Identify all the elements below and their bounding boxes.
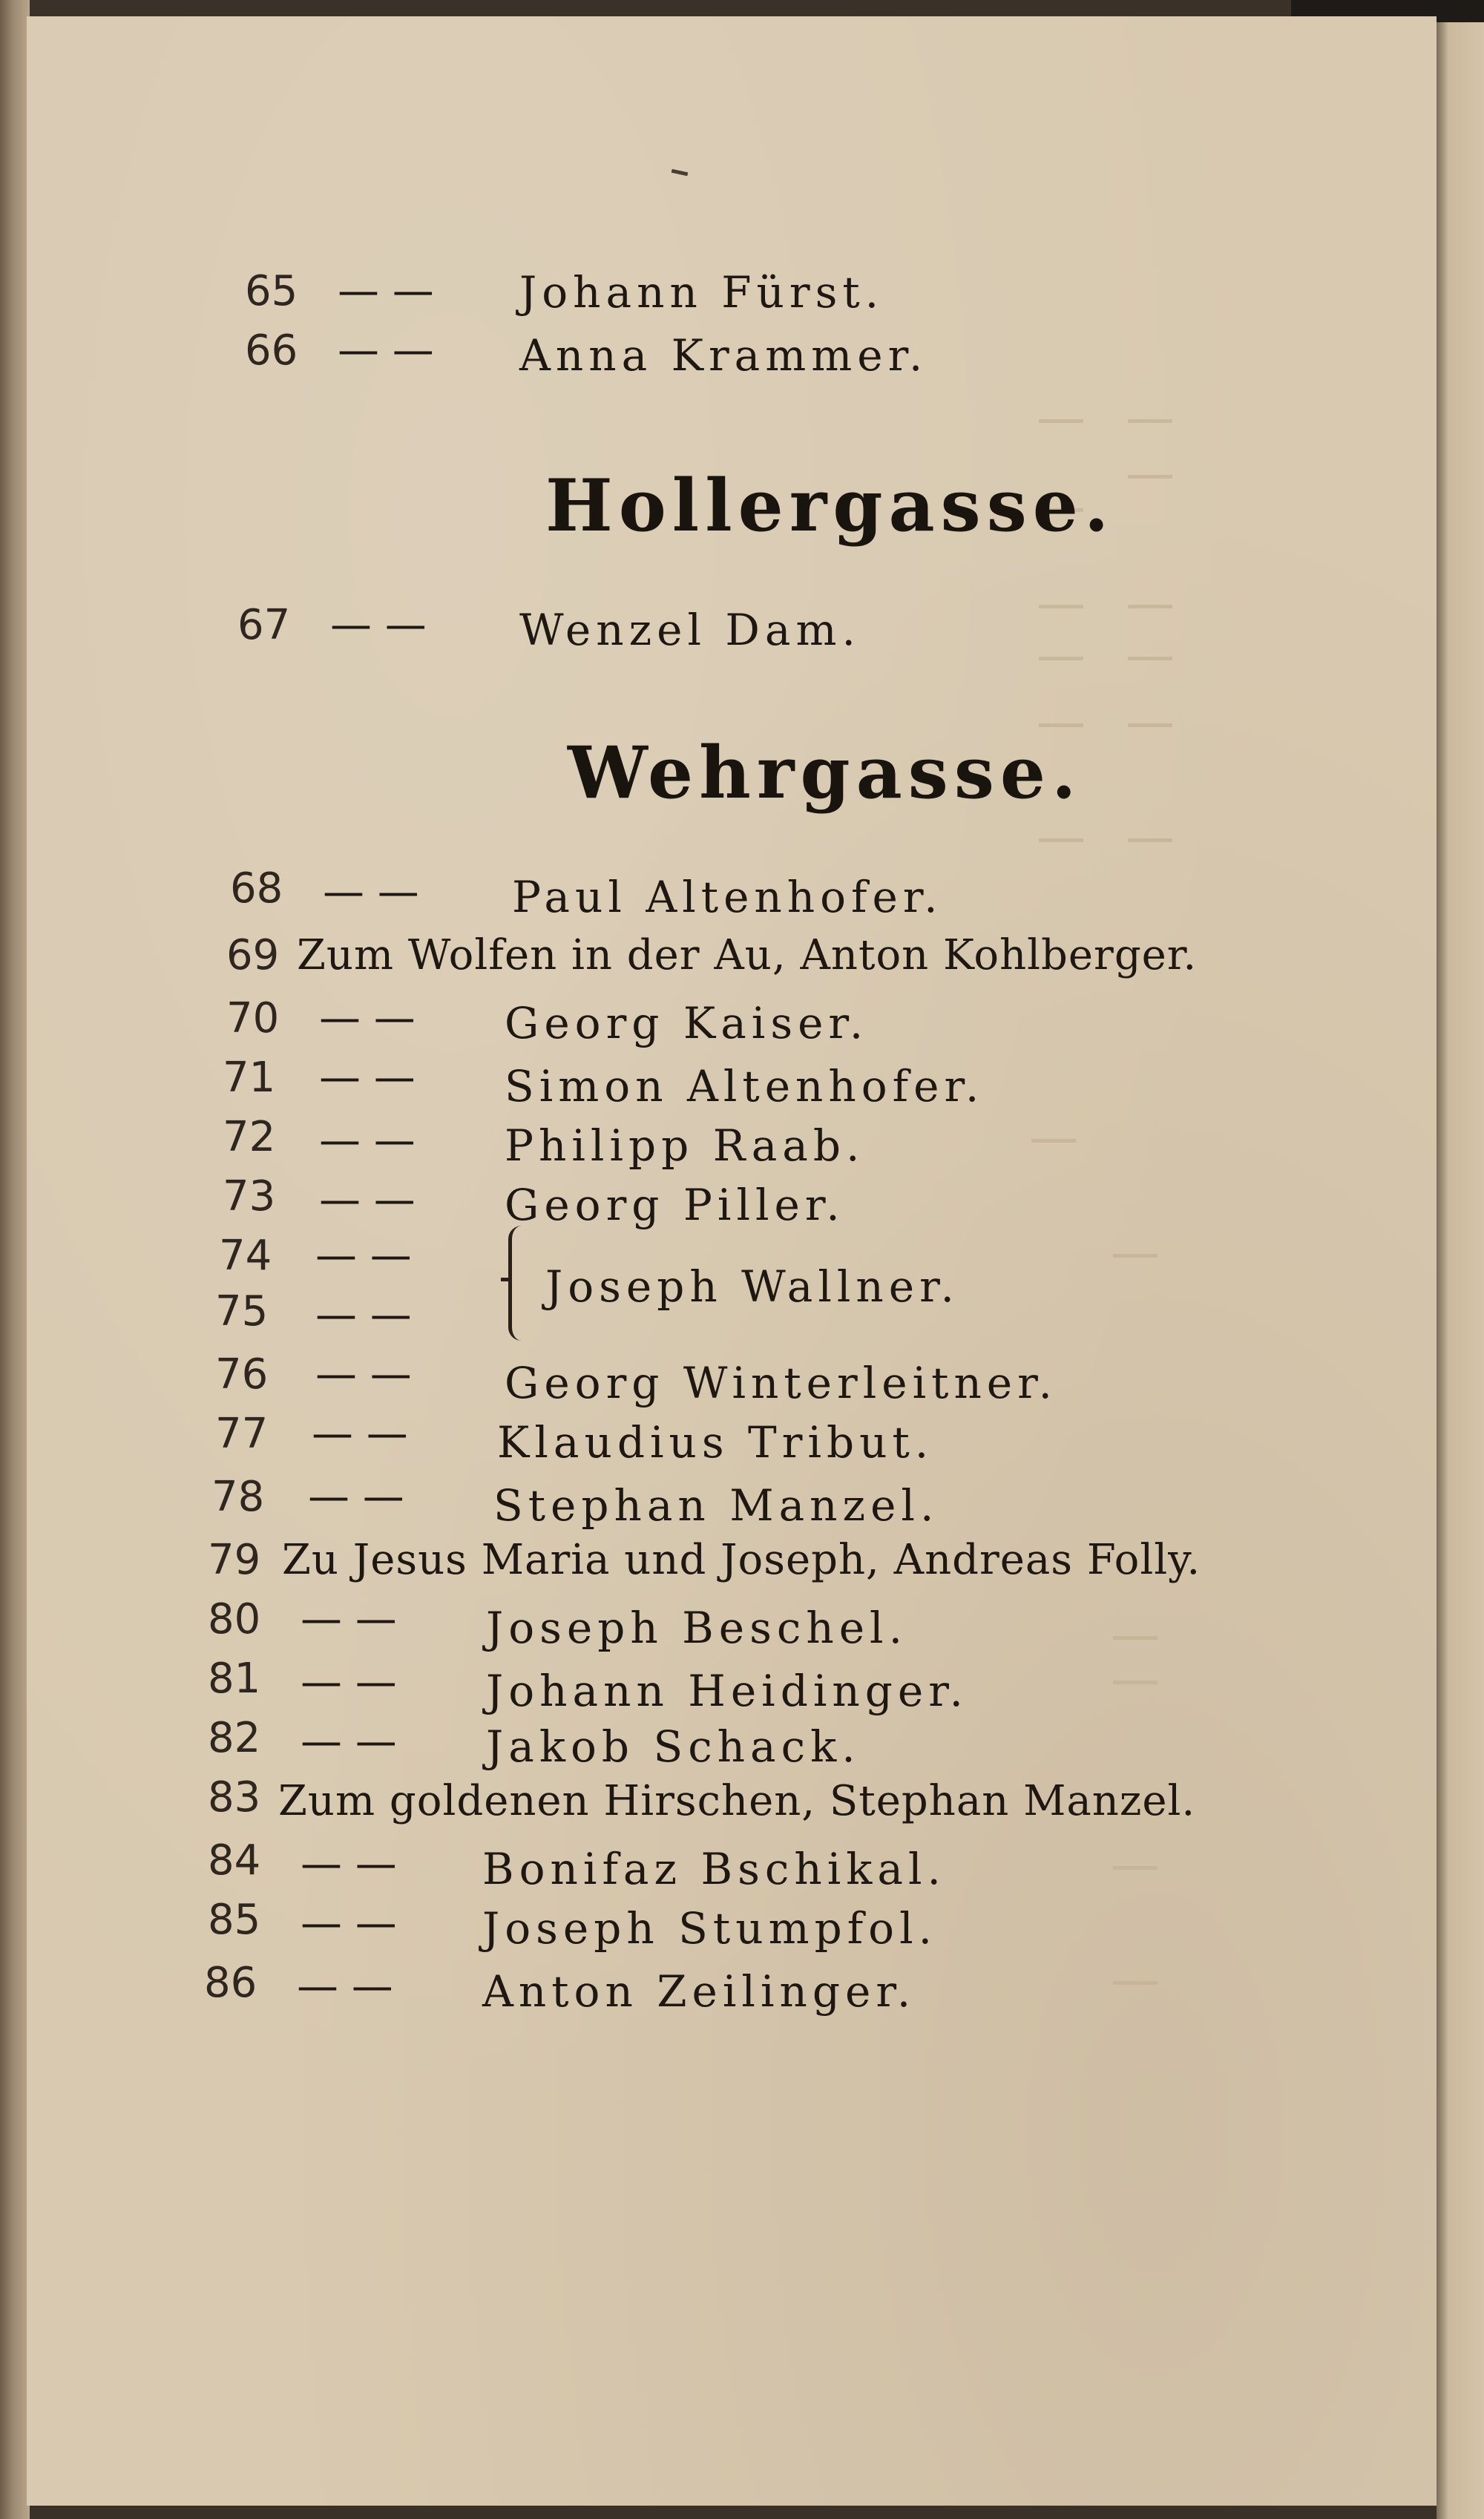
ditto-dashes: — — (323, 868, 419, 916)
resident-name: Jakob Schack. (486, 1721, 861, 1772)
ditto-dashes: — — (297, 1963, 393, 2011)
resident-name: Philipp Raab. (505, 1120, 865, 1171)
brace-grouping (501, 1278, 511, 1281)
resident-name: Georg Piller. (505, 1180, 845, 1230)
bleed-through-mark (1039, 838, 1083, 842)
house-number: 79 (208, 1536, 261, 1584)
ditto-dashes: — — (312, 1410, 408, 1458)
resident-name: Anna Krammer. (519, 330, 928, 381)
house-number: 82 (208, 1714, 261, 1762)
house-number: 85 (208, 1896, 261, 1944)
ditto-dashes: — — (319, 1117, 416, 1165)
resident-name: Zum goldenen Hirschen, Stephan Manzel. (278, 1777, 1196, 1825)
house-number: 84 (208, 1836, 261, 1885)
bleed-through-mark (1113, 1866, 1158, 1870)
house-number: 75 (215, 1287, 269, 1336)
bleed-through-mark (1128, 605, 1172, 608)
resident-name: Joseph Wallner. (545, 1261, 959, 1312)
resident-name: Georg Kaiser. (505, 998, 869, 1048)
bleed-through-mark (1113, 1981, 1158, 1985)
resident-name: Zum Wolfen in der Au, Anton Kohlberger. (297, 931, 1198, 979)
house-number: 81 (208, 1655, 261, 1703)
resident-name: Simon Altenhofer. (505, 1061, 985, 1111)
resident-name: Stephan Manzel. (493, 1480, 939, 1531)
resident-name: Johann Fürst. (519, 267, 884, 318)
house-number: 73 (223, 1172, 276, 1221)
resident-name: Klaudius Tribut. (497, 1417, 934, 1468)
brace-grouping (508, 1226, 527, 1341)
bleed-through-mark (1039, 657, 1083, 660)
resident-name: Zu Jesus Maria und Joseph, Andreas Folly. (282, 1536, 1201, 1584)
house-number: 77 (215, 1410, 269, 1458)
ditto-dashes: — — (338, 267, 434, 315)
ditto-dashes: — — (301, 1840, 397, 1888)
ditto-dashes: — — (319, 1054, 416, 1102)
house-number: 65 (245, 267, 298, 315)
ditto-dashes: — — (330, 601, 427, 649)
resident-name: Bonifaz Bschikal. (482, 1844, 946, 1894)
resident-name: Georg Winterleitner. (505, 1358, 1057, 1408)
street-heading: Hollergasse. (545, 464, 1115, 548)
house-number: 76 (215, 1350, 269, 1399)
house-number: 66 (245, 326, 298, 375)
next-page-edge (1437, 22, 1484, 2519)
ditto-dashes: — — (301, 1595, 397, 1643)
resident-name: Joseph Stumpfol. (482, 1903, 938, 1954)
ditto-dashes: — — (338, 326, 434, 375)
bleed-through-mark (1128, 723, 1172, 727)
bleed-through-mark (1128, 475, 1172, 479)
bleed-through-mark (1039, 419, 1083, 423)
bleed-through-mark (1128, 657, 1172, 660)
house-number: 68 (230, 864, 283, 913)
house-number: 83 (208, 1773, 261, 1822)
ditto-dashes: — — (301, 1899, 397, 1948)
resident-name: Joseph Beschel. (486, 1603, 908, 1653)
house-number: 70 (226, 994, 280, 1042)
street-heading: Wehrgasse. (568, 731, 1083, 815)
bleed-through-mark (1039, 605, 1083, 608)
ditto-dashes: — — (315, 1291, 412, 1339)
house-number: 78 (211, 1473, 265, 1521)
page-left-edge (0, 0, 30, 2519)
ditto-dashes: — — (315, 1232, 412, 1280)
house-number: 80 (208, 1595, 261, 1643)
bleed-through-mark (1113, 1254, 1158, 1258)
house-number: 69 (226, 931, 280, 979)
ditto-dashes: — — (319, 994, 416, 1042)
resident-name: Paul Altenhofer. (512, 872, 943, 922)
ditto-dashes: — — (315, 1350, 412, 1399)
bleed-through-mark (1128, 838, 1172, 842)
resident-name: Johann Heidinger. (486, 1666, 968, 1716)
ditto-dashes: — — (319, 1176, 416, 1224)
ditto-dashes: — — (301, 1718, 397, 1766)
house-number: 71 (223, 1054, 276, 1102)
ditto-dashes: — — (301, 1658, 397, 1707)
bleed-through-mark (1039, 723, 1083, 727)
house-number: 86 (204, 1959, 257, 2007)
house-number: 67 (237, 601, 291, 649)
bleed-through-mark (1113, 1636, 1158, 1640)
house-number: 74 (219, 1232, 272, 1280)
ditto-dashes: — — (308, 1473, 404, 1521)
resident-name: Anton Zeilinger. (482, 1966, 916, 2017)
bleed-through-mark (1113, 1681, 1158, 1684)
house-number: 72 (223, 1113, 276, 1161)
bleed-through-mark (1031, 1139, 1076, 1143)
resident-name: Wenzel Dam. (519, 605, 861, 655)
bleed-through-mark (1128, 419, 1172, 423)
